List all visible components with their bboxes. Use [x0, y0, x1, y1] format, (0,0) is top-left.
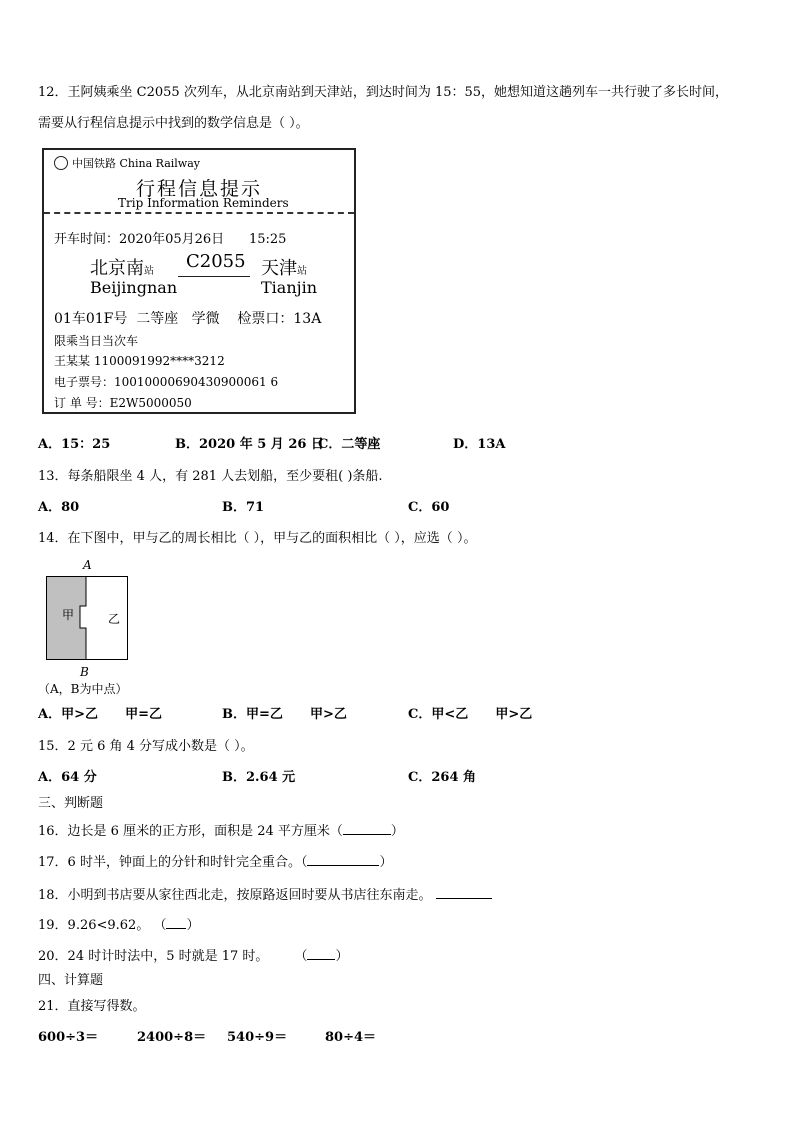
q14-option-c[interactable]: C．甲<乙 甲>乙	[408, 707, 533, 722]
q16-text: 16．边长是 6 厘米的正方形，面积是 24 平方厘米（	[38, 824, 343, 839]
q17-close-paren: ）	[379, 855, 393, 870]
q15-text: 15．2 元 6 角 4 分写成小数是（ ）。	[38, 739, 254, 754]
ticket-seat-info: 01车01F号 二等座 学微 检票口：13A	[54, 311, 322, 327]
q12-option-a[interactable]: A．15：25	[38, 437, 111, 452]
ticket-passenger: 王某某 1100091992****3212	[54, 354, 225, 368]
q12-option-b[interactable]: B．2020 年 5 月 26 日	[175, 437, 324, 452]
q14-label-yi: 乙	[108, 612, 121, 626]
q17-text: 17．6 时半，钟面上的分针和时针完全重合。（	[38, 855, 308, 870]
q17-answer-blank[interactable]	[307, 852, 379, 866]
q20-line	[38, 946, 348, 966]
q16-line	[38, 821, 404, 841]
trip-ticket-image	[42, 148, 356, 414]
q15-option-c[interactable]: C．264 角	[408, 770, 477, 785]
ticket-brand: 中国铁路 China Railway	[72, 157, 200, 170]
ticket-order-number: 订 单 号：E2W5000050	[54, 396, 192, 410]
ticket-train-number: C2055	[186, 251, 246, 272]
ticket-dashed-divider	[44, 212, 354, 214]
q14-shape-figure	[46, 576, 128, 660]
q12-line1: 12．王阿姨乘坐 C2055 次列车，从北京南站到天津站，到达时间为 15：55，她想知道这趟列车一共行驶了多长时间，	[38, 85, 729, 100]
q18-answer-blank[interactable]	[436, 885, 492, 899]
q21-item-4[interactable]: 80÷4＝	[325, 1030, 377, 1045]
section-3-heading: 三、判断题	[38, 796, 104, 811]
ticket-to-station: 天津站	[261, 258, 307, 279]
q21-item-3[interactable]: 540÷9＝	[227, 1030, 288, 1045]
q16-answer-blank[interactable]	[343, 821, 391, 835]
china-railway-logo-icon	[54, 156, 68, 170]
q19-text: 19．9.26<9.62。 （	[38, 918, 167, 933]
q15-option-a[interactable]: A．64 分	[38, 770, 97, 785]
q21-text: 21．直接写得数。	[38, 999, 146, 1014]
q14-caption: （A，B为中点）	[38, 682, 128, 696]
q20-close-paren: ）	[335, 949, 349, 964]
q14-label-a: A	[83, 558, 92, 572]
q12-line2: 需要从行程信息提示中找到的数学信息是（ ）。	[38, 116, 309, 131]
q14-text: 14．在下图中，甲与乙的周长相比（ ），甲与乙的面积相比（ ），应选（ ）。	[38, 531, 477, 546]
q19-close-paren: ）	[186, 918, 200, 933]
q14-option-a[interactable]: A．甲>乙 甲=乙	[38, 707, 163, 722]
q14-label-b: B	[80, 665, 89, 679]
q20-answer-blank[interactable]	[307, 946, 335, 960]
q14-option-b[interactable]: B．甲=乙 甲>乙	[222, 707, 347, 722]
q12-option-c[interactable]: C．二等座	[318, 437, 381, 452]
ticket-to-en: Tianjin	[261, 278, 318, 297]
q20-open-paren: （	[294, 949, 308, 964]
ticket-eticket-number: 电子票号：10010000690430900061 6	[54, 375, 279, 389]
q20-text: 20．24 时计时法中，5 时就是 17 时。	[38, 949, 269, 964]
q16-close-paren: ）	[390, 824, 404, 839]
q19-answer-blank[interactable]	[166, 915, 186, 929]
q13-text: 13．每条船限坐 4 人，有 281 人去划船，至少要租( )条船.	[38, 469, 383, 484]
q15-option-b[interactable]: B．2.64 元	[222, 770, 296, 785]
ticket-from-station: 北京南站	[90, 258, 154, 279]
ticket-train-underline	[178, 276, 250, 277]
q17-line	[38, 852, 392, 872]
q13-option-b[interactable]: B．71	[222, 500, 265, 515]
q13-option-c[interactable]: C．60	[408, 500, 450, 515]
q18-text: 18．小明到书店要从家往西北走，按原路返回时要从书店往东南走。	[38, 888, 432, 903]
ticket-note: 限乘当日当次车	[54, 334, 139, 348]
ticket-title-en: Trip Information Reminders	[118, 196, 289, 210]
q21-item-1[interactable]: 600÷3＝	[38, 1030, 99, 1045]
q19-line	[38, 915, 199, 935]
section-4-heading: 四、计算题	[38, 973, 104, 988]
ticket-title-cn: 行程信息提示	[136, 178, 263, 200]
ticket-from-en: Beijingnan	[90, 278, 178, 297]
q13-option-a[interactable]: A．80	[38, 500, 80, 515]
ticket-depart-time: 开车时间：2020年05月26日 15:25	[54, 232, 287, 247]
q14-label-jia: 甲	[62, 608, 75, 622]
q18-line	[38, 885, 492, 905]
q21-item-2[interactable]: 2400÷8＝	[137, 1030, 207, 1045]
q12-option-d[interactable]: D．13A	[453, 437, 506, 452]
